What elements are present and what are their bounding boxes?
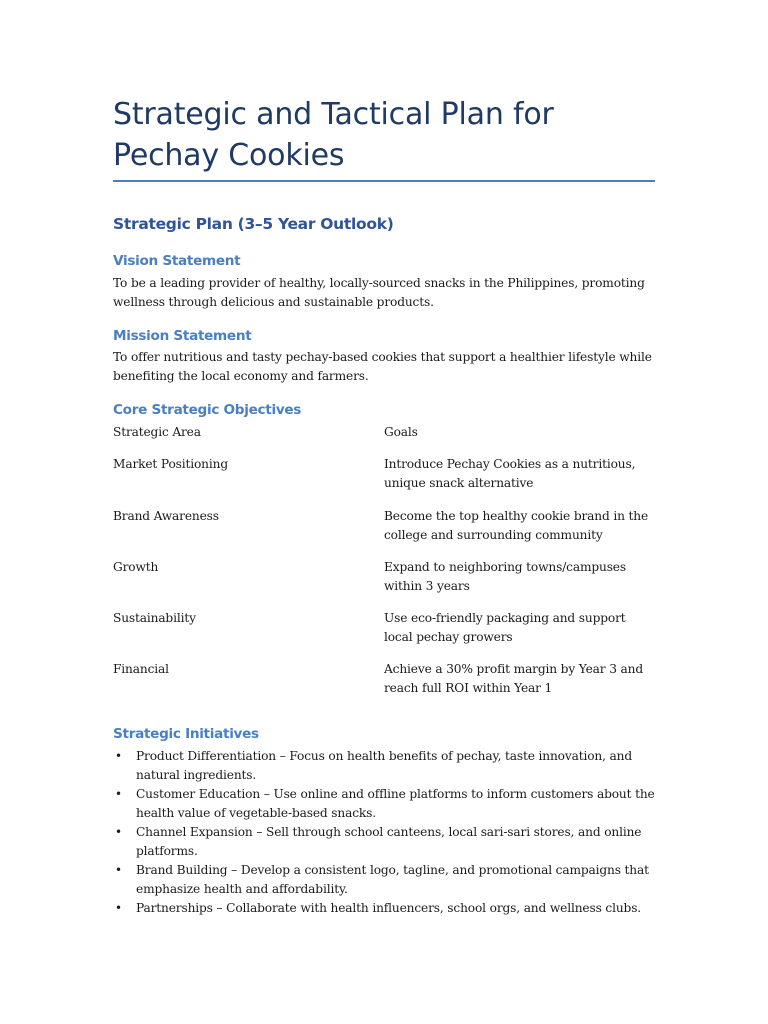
mission-heading: Mission Statement xyxy=(113,328,252,344)
list-item xyxy=(113,747,655,785)
initiative-text: Channel Expansion – Sell through school canteens, local sari-sari stores, and online platforms. xyxy=(136,825,642,858)
goal-cell: Expand to neighboring towns/campuses within 3 years xyxy=(384,560,626,593)
list-item xyxy=(113,785,655,823)
title-divider xyxy=(113,180,655,182)
initiatives-list xyxy=(113,747,655,918)
section-heading-strategic-plan: Strategic Plan (3–5 Year Outlook) xyxy=(113,215,394,233)
goal-cell: Achieve a 30% profit margin by Year 3 and reach full ROI within Year 1 xyxy=(384,662,643,695)
strategic-area-cell: Financial xyxy=(113,662,169,676)
list-item xyxy=(113,899,655,918)
vision-text: To be a leading provider of healthy, locally-sourced snacks in the Philippines, promoting wellness through delicious and sustainable products. xyxy=(113,276,645,309)
bullet-icon: • xyxy=(115,749,122,763)
bullet-icon: • xyxy=(115,787,122,801)
initiative-text: Partnerships – Collaborate with health influencers, school orgs, and wellness clubs. xyxy=(136,901,642,915)
mission-text: To offer nutritious and tasty pechay-based cookies that support a healthier lifestyle while benefiting the local economy and farmers. xyxy=(113,350,652,383)
initiative-text: Customer Education – Use online and offline platforms to inform customers about the health value of vegetable-based snacks. xyxy=(136,787,655,820)
bullet-icon: • xyxy=(115,825,122,839)
list-item xyxy=(113,823,655,861)
objectives-heading: Core Strategic Objectives xyxy=(113,402,302,418)
goal-cell: Use eco-friendly packaging and support local pechay growers xyxy=(384,611,626,644)
bullet-icon: • xyxy=(115,901,122,915)
list-item xyxy=(113,861,655,899)
goal-cell: Introduce Pechay Cookies as a nutritious, unique snack alternative xyxy=(384,457,636,490)
column-header-strategic-area: Strategic Area xyxy=(113,425,201,439)
strategic-area-cell: Sustainability xyxy=(113,611,196,625)
column-header-goals: Goals xyxy=(384,425,418,439)
strategic-area-cell: Brand Awareness xyxy=(113,509,219,523)
strategic-area-cell: Growth xyxy=(113,560,159,574)
initiatives-heading: Strategic Initiatives xyxy=(113,726,259,742)
initiative-text: Brand Building – Develop a consistent logo, tagline, and promotional campaigns that emphasize health and affordability. xyxy=(136,863,649,896)
initiative-text: Product Differentiation – Focus on health benefits of pechay, taste innovation, and natural ingredients. xyxy=(136,749,633,782)
document-title: Strategic and Tactical Plan for Pechay Cookies xyxy=(113,97,554,173)
goal-cell: Become the top healthy cookie brand in the college and surrounding community xyxy=(384,509,649,542)
bullet-icon: • xyxy=(115,863,122,877)
strategic-area-cell: Market Positioning xyxy=(113,457,228,471)
vision-heading: Vision Statement xyxy=(113,253,241,269)
